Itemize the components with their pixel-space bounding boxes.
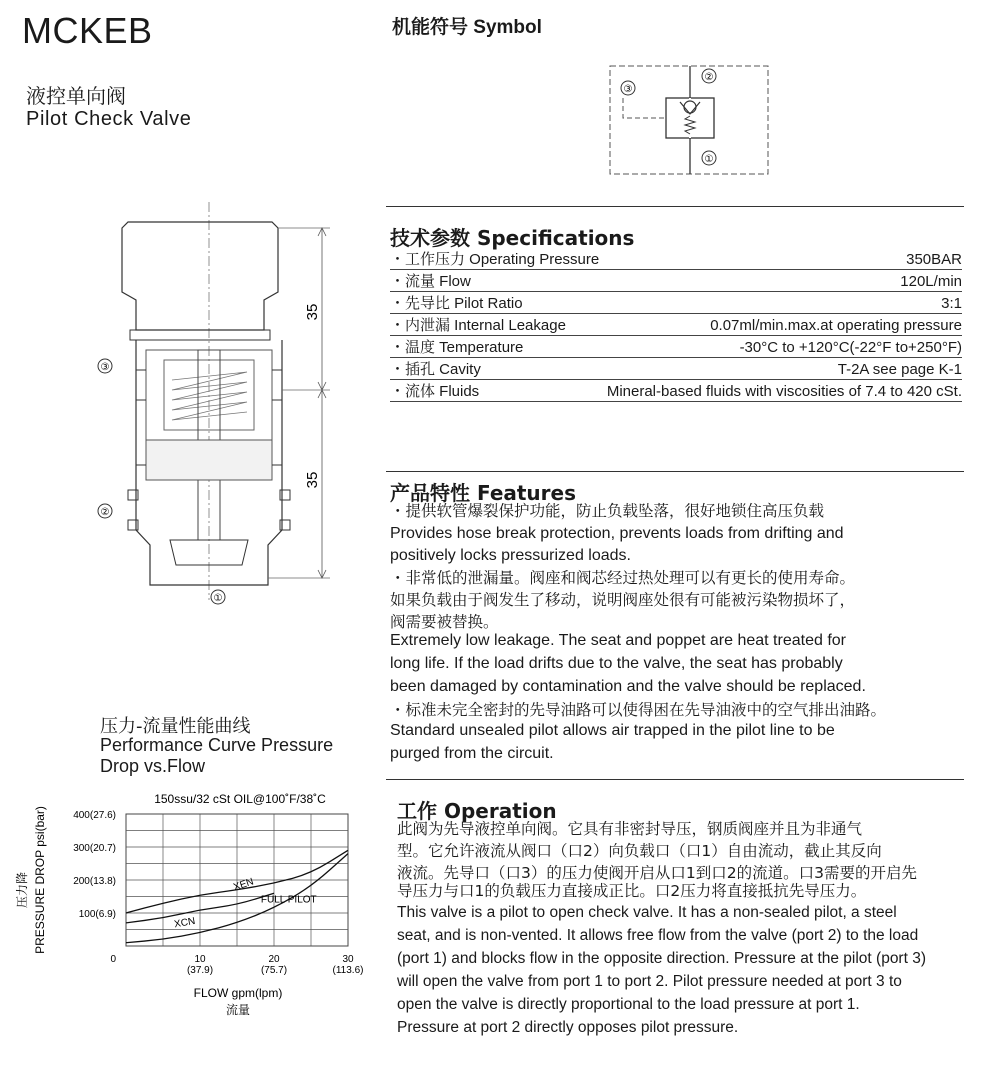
symbol-port-1: ①	[704, 154, 714, 165]
features-title: 产品特性 Features	[390, 481, 577, 505]
spec-row	[390, 336, 962, 358]
dimension-lower: 35	[304, 471, 321, 489]
spec-value: 0.07ml/min.max.at operating pressure	[710, 317, 962, 334]
operation-line: seat, and is non-vented. It allows free flow from the valve (port 2) to the load	[397, 927, 919, 944]
spec-value: 350BAR	[906, 251, 962, 268]
feature-line: ・提供软管爆裂保护功能，防止负载坠落，很好地锁住高压负载	[390, 502, 825, 520]
product-name-cn: 液控单向阀	[26, 84, 126, 108]
spec-row	[390, 314, 962, 336]
feature-line: long life. If the load drifts due to the valve, the seat has probably	[390, 655, 843, 672]
spec-row	[390, 270, 962, 292]
spec-row	[390, 292, 962, 314]
feature-line: 如果负载由于阀发生了移动，说明阀座处很有可能被污染物损坏了，	[390, 591, 856, 609]
spec-row	[390, 358, 962, 380]
features-rule	[386, 471, 964, 472]
spec-label: ・内泄漏 Internal Leakage	[390, 317, 566, 334]
symbol-port-3: ③	[623, 84, 633, 95]
spec-row	[390, 248, 962, 270]
operation-line: (port 1) and blocks flow in the opposite direction. Pressure at the pilot (port 3)	[397, 950, 926, 967]
specs-title: 技术参数 Specifications	[390, 226, 635, 250]
spec-row	[390, 380, 962, 402]
product-name-en: Pilot Check Valve	[26, 108, 192, 130]
y-tick-label: 100(6.9)	[78, 909, 116, 920]
dimension-upper: 35	[304, 303, 321, 321]
feature-line: purged from the circuit.	[390, 745, 554, 762]
y-tick-label: 200(13.8)	[73, 876, 116, 887]
spec-label: ・工作压力 Operating Pressure	[390, 251, 600, 268]
spec-value: Mineral-based fluids with viscosities of 7.4 to 420 cSt.	[606, 383, 962, 400]
y-tick-label: 0	[110, 954, 116, 965]
operation-line: This valve is a pilot to open check valve. It has a non-sealed pilot, a steel	[397, 904, 897, 921]
operation-line: 液流。先导口（口3）的压力使阀开启从口1到口2的流道。口3需要的开启先	[397, 864, 917, 882]
feature-line: ・标准未完全密封的先导油路可以使得困在先导油液中的空气排出油路。	[390, 701, 887, 719]
operation-title: 工作 Operation	[397, 799, 557, 823]
feature-line: positively locks pressurized loads.	[390, 547, 631, 564]
operation-line: 型。它允许液流从阀口（口2）向负载口（口1）自由流动，截止其反向	[397, 842, 882, 860]
spec-label: ・温度 Temperature	[390, 339, 524, 356]
series-label: FULL PILOT	[260, 894, 317, 906]
spec-label: ・插孔 Cavity	[390, 361, 481, 378]
operation-line: open the valve is directly proportional to the load pressure at port 1.	[397, 996, 860, 1013]
spec-label: ・流量 Flow	[390, 273, 471, 290]
performance-title-en-1: Performance Curve Pressure	[100, 735, 334, 755]
x-axis-label: FLOW gpm(lpm)	[193, 986, 283, 1000]
spec-value: T-2A see page K-1	[837, 361, 962, 378]
chart-title: 150ssu/32 cSt OIL@100˚F/38˚C	[154, 792, 326, 806]
x-tick-label: 10	[194, 954, 206, 965]
x-axis-label-cn: 流量	[225, 1003, 251, 1017]
symbol-port-2: ②	[704, 72, 714, 83]
x-tick-sublabel: (113.6)	[332, 965, 364, 976]
feature-line: 阀需要被替换。	[390, 613, 499, 631]
operation-line: Pressure at port 2 directly opposes pilot pressure.	[397, 1019, 739, 1036]
hydraulic-symbol	[608, 64, 770, 176]
y-tick-label: 300(20.7)	[73, 843, 116, 854]
drawing-port-1: ①	[213, 593, 223, 604]
specs-rule	[386, 206, 964, 207]
y-tick-label: 400(27.6)	[73, 810, 116, 821]
x-tick-label: 30	[342, 954, 354, 965]
feature-line: Provides hose break protection, prevents loads from drifting and	[390, 525, 844, 542]
operation-line: 此阀为先导液控单向阀。它具有非密封导压，钢质阀座并且为非通气	[397, 820, 863, 838]
performance-chart	[0, 780, 385, 1025]
spec-value: -30°C to +120°C(-22°F to+250°F)	[739, 339, 962, 356]
operation-line: will open the valve from port 1 to port 2. Pilot pressure needed at port 3 to	[397, 973, 902, 990]
spec-value: 120L/min	[900, 273, 962, 290]
drawing-port-3: ③	[100, 362, 110, 373]
y-axis-label-cn: 压力降	[15, 871, 29, 909]
x-tick-sublabel: (37.9)	[186, 965, 214, 976]
spec-value: 3:1	[941, 295, 962, 312]
feature-line: been damaged by contamination and the valve should be replaced.	[390, 678, 866, 695]
y-axis-label: PRESSURE DROP psi(bar)	[33, 806, 47, 954]
drawing-port-2: ②	[100, 507, 110, 518]
series-label: XEN	[232, 876, 256, 894]
series-label: XCN	[173, 915, 197, 931]
performance-title-en-2: Drop vs.Flow	[100, 756, 206, 776]
feature-line: Standard unsealed pilot allows air trapped in the pilot line to be	[390, 722, 835, 739]
symbol-title: 机能符号 Symbol	[392, 17, 542, 38]
model-code: MCKEB	[22, 10, 153, 51]
operation-line: 导压力与口1的负载压力直接成正比。口2压力将直接抵抗先导压力。	[397, 882, 867, 900]
valve-section-drawing	[92, 200, 337, 610]
operation-rule	[386, 779, 964, 780]
performance-title-cn: 压力-流量性能曲线	[100, 716, 251, 737]
spec-label: ・先导比 Pilot Ratio	[390, 295, 523, 312]
x-tick-label: 20	[268, 954, 280, 965]
feature-line: Extremely low leakage. The seat and poppet are heat treated for	[390, 632, 846, 649]
spec-label: ・流体 Fluids	[390, 383, 480, 400]
feature-line: ・非常低的泄漏量。阀座和阀芯经过热处理可以有更长的使用寿命。	[390, 569, 856, 587]
x-tick-sublabel: (75.7)	[260, 965, 288, 976]
